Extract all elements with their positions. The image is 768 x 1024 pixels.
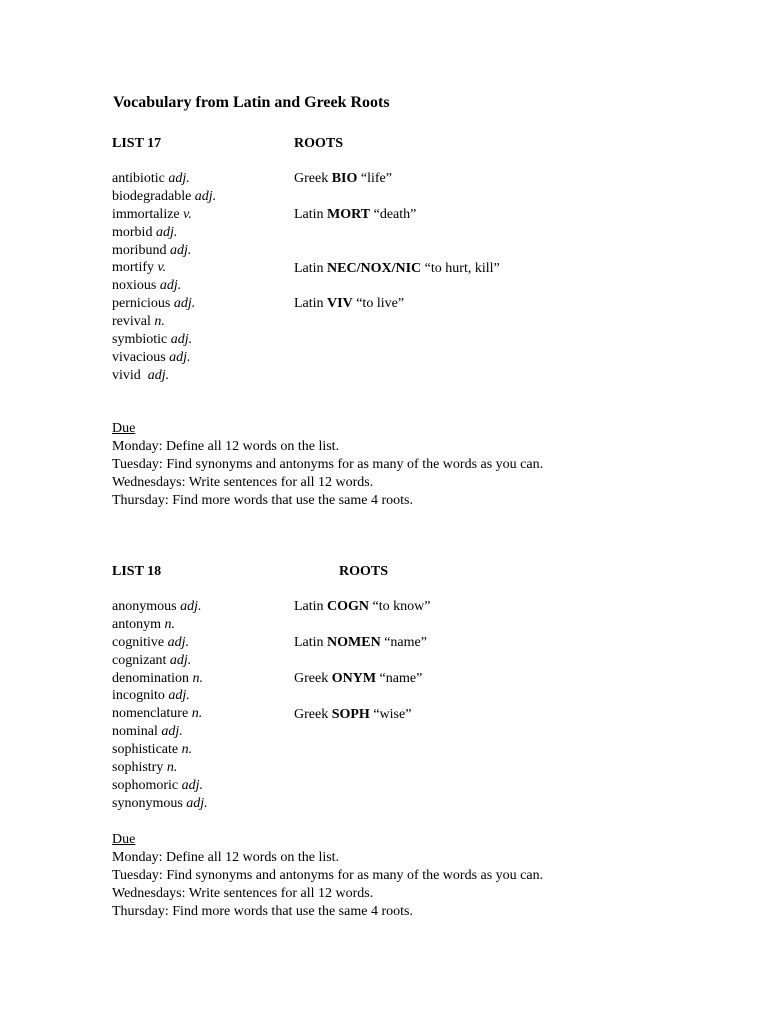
- list-item: nominal adj.: [112, 724, 183, 740]
- list-18-roots-header: ROOTS: [339, 564, 389, 579]
- list-18-word-list: [112, 598, 208, 813]
- list-17-root-nec: Latin NEC/NOX/NIC “to hurt, kill”: [294, 261, 500, 276]
- list-item: morbid adj.: [112, 224, 178, 240]
- list-item: antibiotic adj.: [112, 171, 190, 186]
- list-item: cognizant adj.: [112, 652, 192, 668]
- due-tuesday: Tuesday: Find synonyms and antonyms for as many of the words as you can.: [112, 867, 544, 883]
- list-17-roots-header: ROOTS: [294, 136, 344, 151]
- list-17-root-mort: Latin MORT “death”: [294, 207, 417, 222]
- list-item: immortalize v.: [112, 206, 192, 222]
- due-tuesday: Tuesday: Find synonyms and antonyms for as many of the words as you can.: [112, 456, 544, 472]
- list-item: nomenclature n.: [112, 706, 203, 722]
- list-17-header: LIST 17: [112, 136, 162, 151]
- list-18-root-onym: Greek ONYM “name”: [294, 671, 423, 686]
- list-item: vivid adj.: [112, 367, 170, 383]
- due-label: Due: [112, 421, 136, 436]
- list-item: denomination n.: [112, 670, 203, 686]
- list-item: moribund adj.: [112, 242, 192, 258]
- list-item: incognito adj.: [112, 688, 190, 704]
- list-item: antonym n.: [112, 616, 175, 632]
- list-item: synonymous adj.: [112, 795, 208, 811]
- list-item: anonymous adj.: [112, 599, 202, 614]
- due-monday: Monday: Define all 12 words on the list.: [112, 438, 340, 454]
- due-monday: Monday: Define all 12 words on the list.: [112, 849, 340, 865]
- list-17-root-viv: Latin VIV “to live”: [294, 296, 405, 311]
- list-item: vivacious adj.: [112, 349, 191, 365]
- list-item: sophomoric adj.: [112, 777, 203, 793]
- list-item: mortify v.: [112, 260, 167, 276]
- due-label: Due: [112, 832, 136, 847]
- list-17-due-section: [112, 420, 543, 509]
- list-item: pernicious adj.: [112, 296, 196, 312]
- list-18-header: LIST 18: [112, 564, 162, 579]
- list-18-root-soph: Greek SOPH “wise”: [294, 707, 412, 722]
- due-wednesday: Wednesdays: Write sentences for all 12 words.: [112, 885, 374, 901]
- due-thursday: Thursday: Find more words that use the same 4 roots.: [112, 492, 413, 508]
- list-item: biodegradable adj.: [112, 188, 217, 204]
- due-wednesday: Wednesdays: Write sentences for all 12 words.: [112, 474, 374, 490]
- list-item: revival n.: [112, 314, 165, 330]
- list-18-due-section: [112, 831, 543, 920]
- list-item: sophistry n.: [112, 760, 178, 776]
- document-title: Vocabulary from Latin and Greek Roots: [113, 94, 390, 111]
- list-item: cognitive adj.: [112, 634, 189, 650]
- list-item: noxious adj.: [112, 278, 182, 294]
- list-item: symbiotic adj.: [112, 332, 193, 348]
- list-18-root-nomen: Latin NOMEN “name”: [294, 635, 427, 650]
- list-item: sophisticate n.: [112, 742, 193, 758]
- list-17-word-list: [112, 170, 216, 385]
- list-18-root-cogn: Latin COGN “to know”: [294, 599, 431, 614]
- due-thursday: Thursday: Find more words that use the same 4 roots.: [112, 903, 413, 919]
- list-17-root-bio: Greek BIO “life”: [294, 171, 392, 186]
